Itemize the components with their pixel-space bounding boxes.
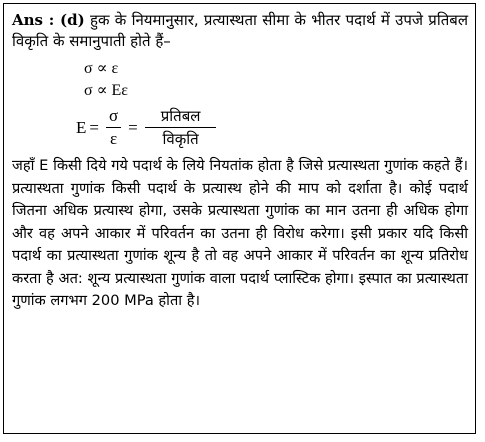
explanation-paragraph: जहाँ E किसी दिये गये पदार्थ के लिये नियतांक होता है जिसे प्रत्यास्थता गुणांक कहते हैं। प्रत्यास्थता गुणांक किसी पदार्थ के प्रत्यास्थ होने की माप को दर्शाता है। कोई पदार्थ जितना अधिक प्रत्यास्थ होगा, उसके प्रत्यास्थता गुणांक का मान उतना ही अधिक होगा और वह अपने आकार में परिवर्तन का उतना ही विरोध करेगा। इसी प्रकार यदि किसी पदार्थ का प्रत्यास्थता गुणांक शून्य है तो वह अपने आकार में परिवर्तन का शून्य प्रतिरोध करता है अत: शून्य प्रत्यास्थता गुणांक वाला पदार्थ प्लास्टिक होगा। इस्पात का प्रत्यास्थता गुणांक लगभग 200 MPa होता है। — [12, 157, 468, 309]
fraction-numerator-stress: प्रतिबल — [145, 106, 217, 128]
formula-lhs: E — [76, 117, 87, 137]
fraction-denominator: ε — [110, 129, 118, 148]
answer-intro — [12, 10, 468, 52]
fraction-stress-strain — [145, 106, 217, 149]
equals-sign-2: = — [128, 117, 138, 137]
fraction-sigma-epsilon — [106, 106, 121, 149]
answer-box — [3, 3, 476, 434]
formula-proportional: σ ∝ ε — [84, 60, 119, 77]
equals-sign: = — [89, 117, 99, 137]
formula-proportional-e: σ ∝ Eε — [84, 82, 128, 99]
answer-intro-text: हुक के नियमानुसार, प्रत्यास्थता सीमा के भीतर पदार्थ में उपजे प्रतिबल विकृति के समानुपाती होते हैं– — [12, 11, 468, 50]
fraction-numerator: σ — [106, 106, 121, 128]
answer-label: Ans : (d) — [12, 11, 85, 29]
formula-modulus — [76, 106, 468, 149]
fraction-denominator-strain: विकृति — [162, 130, 199, 148]
